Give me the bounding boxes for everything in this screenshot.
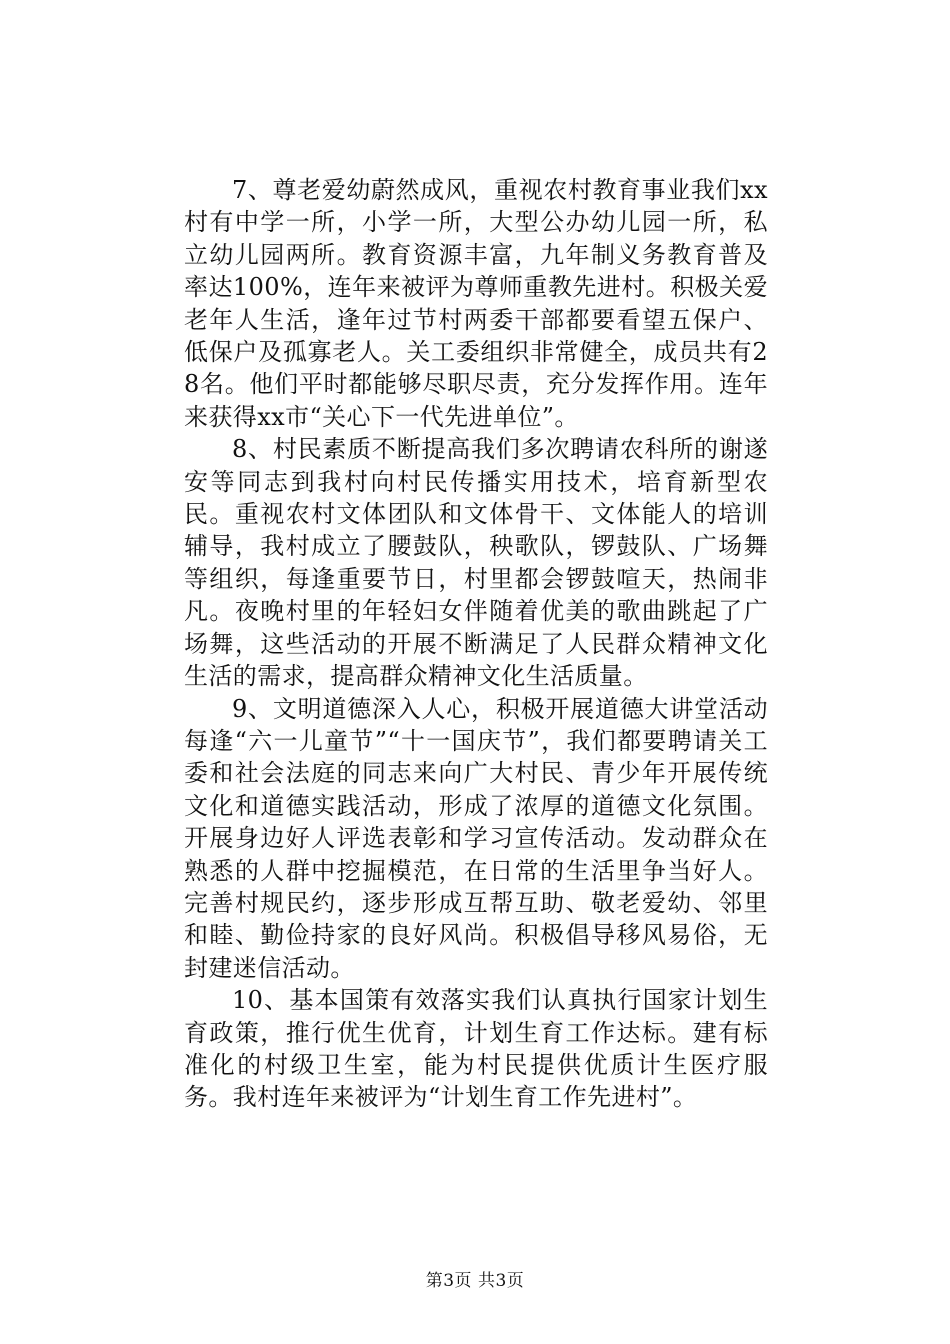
paragraph-10: 10、基本国策有效落实我们认真执行国家计划生育政策，推行优生优育，计划生育工作达标。建有标准化的村级卫生室，能为村民提供优质计生医疗服务。我村连年来被评为“计划生育工作先进村”。	[184, 986, 768, 1112]
paragraph-7: 7、尊老爱幼蔚然成风，重视农村教育事业我们xx村有中学一所，小学一所，大型公办幼儿园一所，私立幼儿园两所。教育资源丰富，九年制义务教育普及率达100%，连年来被评为尊师重教先进村。积极关爱老年人生活，逢年过节村两委干部都要看望五保户、低保户及孤寡老人。关工委组织非常健全，成员共有28名。他们平时都能够尽职尽责，充分发挥作用。连年来获得xx市“关心下一代先进单位”。	[184, 176, 768, 431]
document-body	[184, 174, 768, 1114]
paragraph-9: 9、文明道德深入人心，积极开展道德大讲堂活动每逢“六一儿童节”“十一国庆节”，我们都要聘请关工委和社会法庭的同志来向广大村民、青少年开展传统文化和道德实践活动，形成了浓厚的道德文化氛围。开展身边好人评选表彰和学习宣传活动。发动群众在熟悉的人群中挖掘模范，在日常的生活里争当好人。完善村规民约，逐步形成互帮互助、敬老爱幼、邻里和睦、勤俭持家的良好风尚。积极倡导移风易俗，无封建迷信活动。	[184, 694, 768, 982]
page-footer: 第3页 共3页	[425, 1271, 525, 1291]
paragraph-8: 8、村民素质不断提高我们多次聘请农科所的谢遂安等同志到我村向村民传播实用技术，培育新型农民。重视农村文体团队和文体骨干、文体能人的培训辅导，我村成立了腰鼓队，秧歌队，锣鼓队、广场舞等组织，每逢重要节日，村里都会锣鼓喧天，热闹非凡。夜晚村里的年轻妇女伴随着优美的歌曲跳起了广场舞，这些活动的开展不断满足了人民群众精神文化生活的需求，提高群众精神文化生活质量。	[184, 435, 768, 691]
